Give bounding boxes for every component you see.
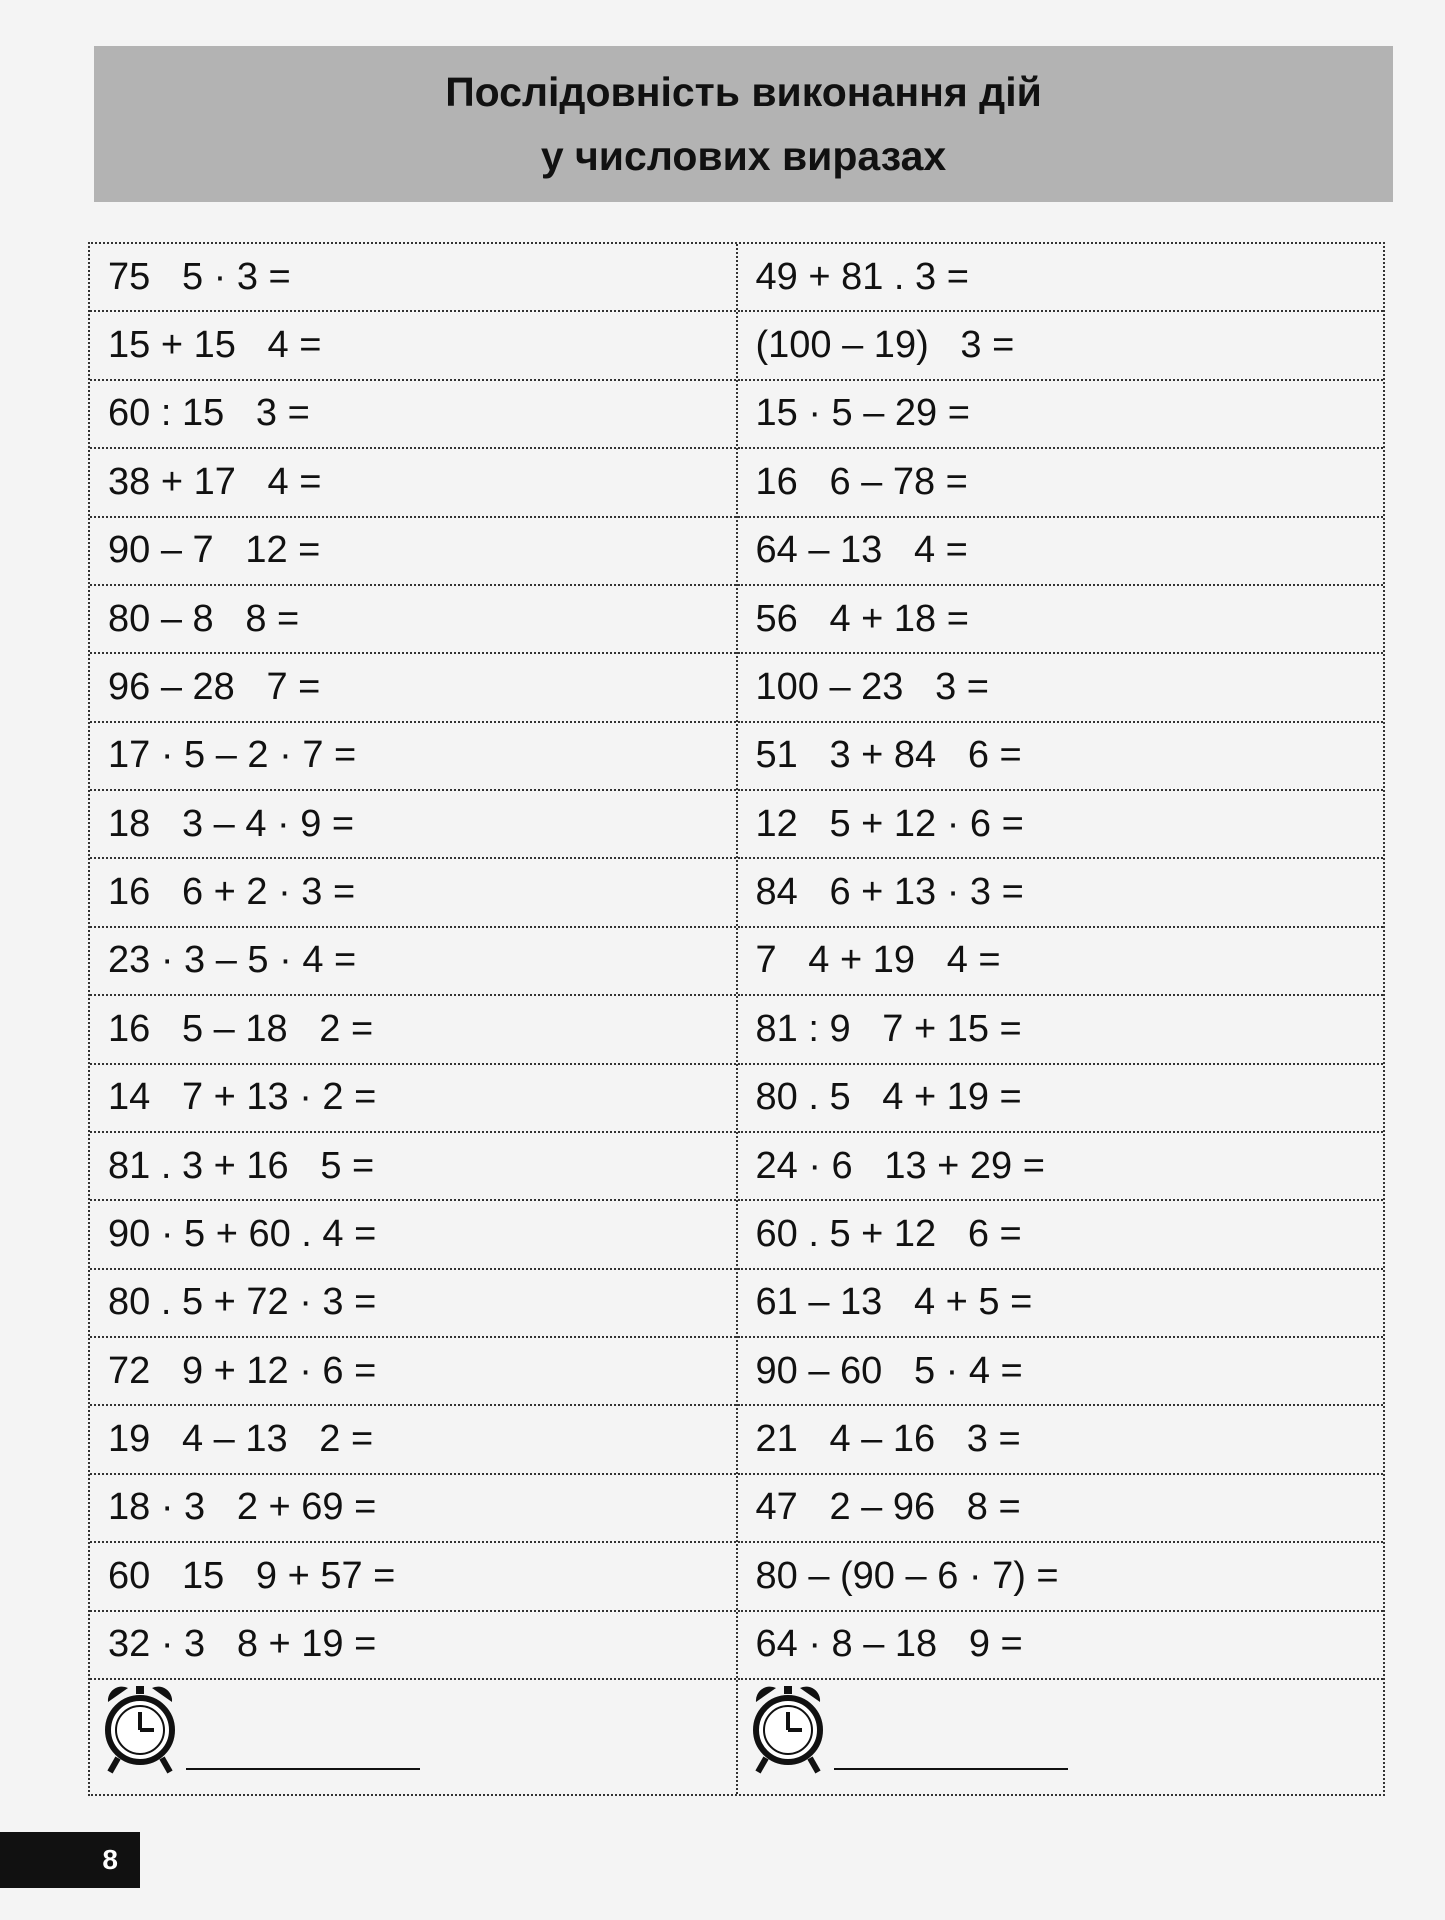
expression-row: 32 · 3 8 + 19 = <box>90 1612 736 1680</box>
expression-row: 90 – 7 12 = <box>90 518 736 586</box>
expression-row: 15 + 15 4 = <box>90 312 736 380</box>
expression-row: 38 + 17 4 = <box>90 449 736 517</box>
page-number: 8 <box>0 1832 140 1888</box>
expression-row: 7 4 + 19 4 = <box>738 928 1384 996</box>
expression-row: 60 : 15 3 = <box>90 381 736 449</box>
expression-row: 49 + 81 . 3 = <box>738 244 1384 312</box>
expression-row: 56 4 + 18 = <box>738 586 1384 654</box>
expression-row: 80 – (90 – 6 · 7) = <box>738 1543 1384 1611</box>
expression-row: 80 . 5 + 72 · 3 = <box>90 1270 736 1338</box>
expression-row: 80 . 5 4 + 19 = <box>738 1065 1384 1133</box>
title-line-1: Послідовність виконання дій <box>445 69 1042 115</box>
expression-row: 19 4 – 13 2 = <box>90 1406 736 1474</box>
expression-row: (100 – 19) 3 = <box>738 312 1384 380</box>
page-title-banner <box>94 46 1393 202</box>
expression-row: 16 6 – 78 = <box>738 449 1384 517</box>
time-answer-line[interactable] <box>186 1768 420 1770</box>
expression-row: 18 · 3 2 + 69 = <box>90 1475 736 1543</box>
expression-row: 60 15 9 + 57 = <box>90 1543 736 1611</box>
title-line-2: у числових виразах <box>540 133 947 179</box>
expression-row: 17 · 5 – 2 · 7 = <box>90 723 736 791</box>
expression-row: 47 2 – 96 8 = <box>738 1475 1384 1543</box>
expression-row: 81 . 3 + 16 5 = <box>90 1133 736 1201</box>
expression-row: 16 5 – 18 2 = <box>90 996 736 1064</box>
expression-row: 75 5 · 3 = <box>90 244 736 312</box>
timer-row-right <box>738 1680 1384 1794</box>
expression-row: 18 3 – 4 · 9 = <box>90 791 736 859</box>
alarm-clock-icon <box>746 1680 830 1776</box>
left-column <box>90 244 738 1794</box>
expression-row: 90 · 5 + 60 . 4 = <box>90 1201 736 1269</box>
expression-row: 100 – 23 3 = <box>738 654 1384 722</box>
right-column <box>738 244 1384 1794</box>
expression-row: 21 4 – 16 3 = <box>738 1406 1384 1474</box>
expression-row: 64 · 8 – 18 9 = <box>738 1612 1384 1680</box>
expression-row: 60 . 5 + 12 6 = <box>738 1201 1384 1269</box>
expression-row: 23 · 3 – 5 · 4 = <box>90 928 736 996</box>
expression-row: 96 – 28 7 = <box>90 654 736 722</box>
alarm-clock-icon <box>98 1680 182 1776</box>
expression-row: 64 – 13 4 = <box>738 518 1384 586</box>
expression-row: 14 7 + 13 · 2 = <box>90 1065 736 1133</box>
expression-row: 24 · 6 13 + 29 = <box>738 1133 1384 1201</box>
expression-row: 80 – 8 8 = <box>90 586 736 654</box>
expression-row: 16 6 + 2 · 3 = <box>90 859 736 927</box>
expression-row: 15 · 5 – 29 = <box>738 381 1384 449</box>
expression-row: 72 9 + 12 · 6 = <box>90 1338 736 1406</box>
expression-row: 84 6 + 13 · 3 = <box>738 859 1384 927</box>
expression-row: 90 – 60 5 · 4 = <box>738 1338 1384 1406</box>
expression-row: 61 – 13 4 + 5 = <box>738 1270 1384 1338</box>
exercise-table <box>88 242 1385 1796</box>
expression-row: 81 : 9 7 + 15 = <box>738 996 1384 1064</box>
timer-row-left <box>90 1680 736 1794</box>
expression-row: 51 3 + 84 6 = <box>738 723 1384 791</box>
time-answer-line[interactable] <box>834 1768 1068 1770</box>
expression-row: 12 5 + 12 · 6 = <box>738 791 1384 859</box>
